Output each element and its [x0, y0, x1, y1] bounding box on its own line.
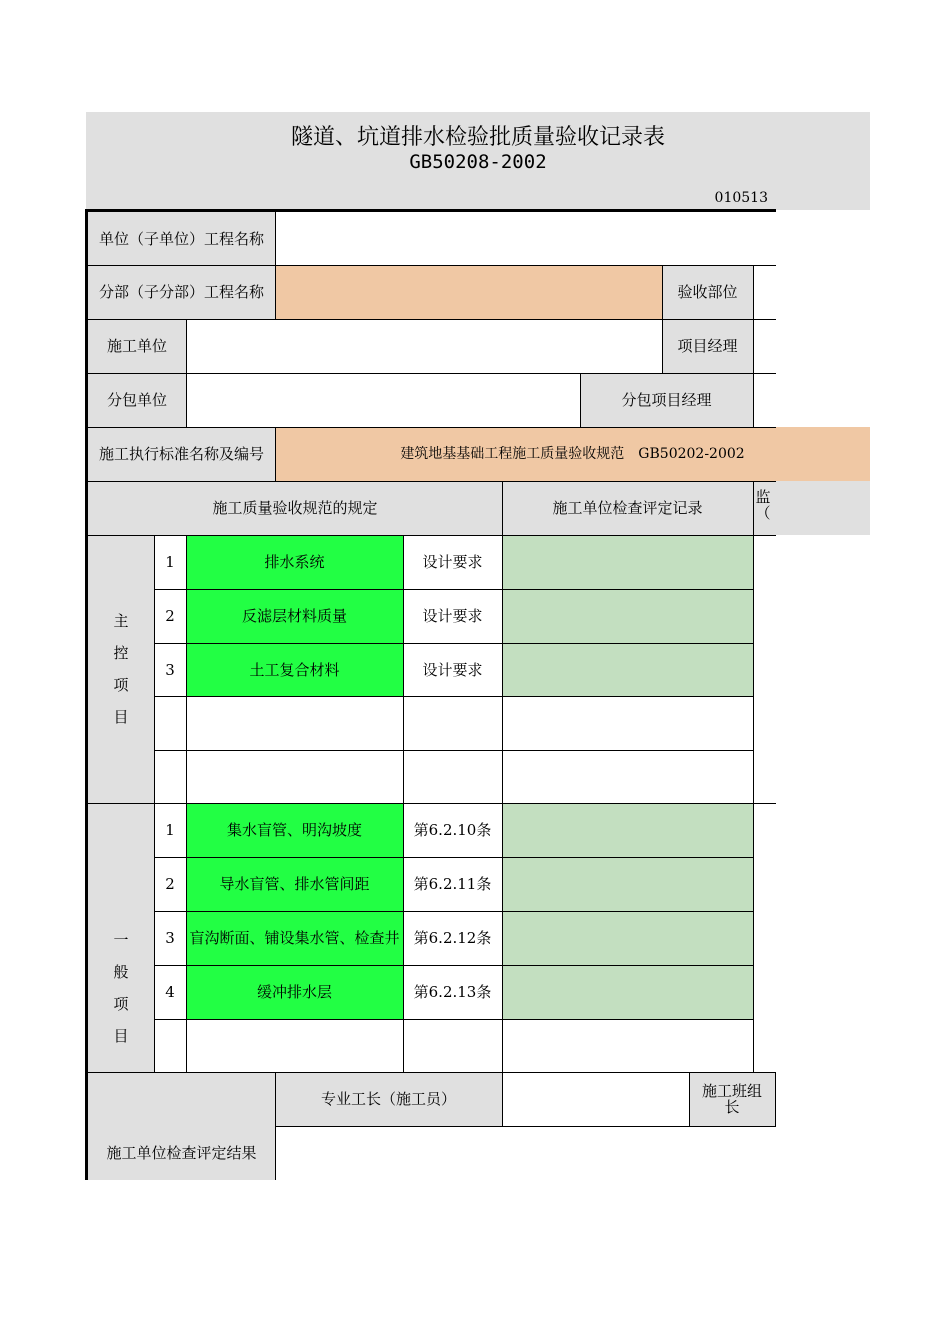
main-control-char: 主 — [113, 612, 129, 630]
subcontractor-label: 分包单位 — [88, 373, 186, 427]
contractor-label: 施工单位 — [88, 319, 186, 373]
main-control-char: 控 — [113, 644, 129, 662]
general-item-record[interactable] — [502, 1019, 753, 1072]
general-item-name: 缓冲排水层 — [186, 965, 403, 1019]
sub-manager-label: 分包项目经理 — [580, 373, 753, 427]
general-item-record[interactable] — [502, 911, 753, 965]
general-char: 项 — [113, 995, 129, 1013]
main-control-char: 项 — [113, 676, 129, 694]
general-item-no: 1 — [154, 803, 186, 857]
general-item-record[interactable] — [502, 965, 753, 1019]
main-item-record[interactable] — [502, 643, 753, 696]
general-item-record[interactable] — [502, 857, 753, 911]
main-item-no — [154, 750, 186, 803]
general-item-name[interactable] — [186, 1019, 403, 1072]
exec-standard-value[interactable]: 建筑地基基础工程施工质量验收规范 GB50202-2002 — [275, 427, 870, 481]
main-item-name[interactable] — [186, 696, 403, 750]
page-title: 隧道、坑道排水检验批质量验收记录表 — [290, 125, 665, 150]
sub-manager-field[interactable] — [753, 373, 870, 427]
main-item-req: 设计要求 — [403, 643, 502, 696]
main-control-label — [88, 535, 154, 803]
sub-project-label: 分部（子分部）工程名称 — [88, 265, 275, 319]
main-item-no: 3 — [154, 643, 186, 696]
sub-project-field[interactable] — [275, 265, 662, 319]
general-char: 般 — [113, 963, 129, 981]
general-char: 一 — [113, 931, 129, 949]
main-item-req: 设计要求 — [403, 589, 502, 643]
unit-project-field[interactable] — [275, 212, 870, 265]
general-item-req: 第6.2.10条 — [403, 803, 502, 857]
standard-code: GB50208-2002 — [409, 151, 547, 173]
main-item-req: 设计要求 — [403, 535, 502, 589]
contractor-field[interactable] — [186, 319, 662, 373]
general-item-no: 2 — [154, 857, 186, 911]
record-column-header: 施工单位检查评定记录 — [502, 481, 753, 535]
main-item-name[interactable] — [186, 750, 403, 803]
form-number: 010513 — [714, 190, 768, 206]
general-item-req[interactable] — [403, 1019, 502, 1072]
main-item-record[interactable] — [502, 589, 753, 643]
general-item-name: 盲沟断面、铺设集水管、检查井 — [186, 911, 403, 965]
main-item-req[interactable] — [403, 750, 502, 803]
general-item-no: 4 — [154, 965, 186, 1019]
main-item-record[interactable] — [502, 696, 753, 750]
general-item-req: 第6.2.12条 — [403, 911, 502, 965]
unit-project-label: 单位（子单位）工程名称 — [88, 212, 275, 265]
supervisor-column-label: 监 （ — [755, 488, 771, 522]
project-manager-label: 项目经理 — [662, 319, 753, 373]
main-item-name: 土工复合材料 — [186, 643, 403, 696]
general-item-no: 3 — [154, 911, 186, 965]
main-item-name: 反滤层材料质量 — [186, 589, 403, 643]
project-manager-field[interactable] — [753, 319, 870, 373]
main-item-record[interactable] — [502, 535, 753, 589]
general-item-req: 第6.2.13条 — [403, 965, 502, 1019]
result-label: 施工单位检查评定结果 — [106, 1144, 257, 1162]
general-item-record[interactable] — [502, 803, 753, 857]
supervisor-column-header — [753, 481, 870, 535]
subcontractor-field[interactable] — [186, 373, 580, 427]
main-control-char: 目 — [113, 708, 129, 726]
acceptance-part-field[interactable] — [753, 265, 870, 319]
main-item-req[interactable] — [403, 696, 502, 750]
exec-standard-label: 施工执行标准名称及编号 — [88, 427, 275, 481]
foreman-field[interactable] — [502, 1072, 689, 1126]
general-item-name: 集水盲管、明沟坡度 — [186, 803, 403, 857]
general-char: 目 — [113, 1027, 129, 1045]
main-item-name: 排水系统 — [186, 535, 403, 589]
main-item-no — [154, 696, 186, 750]
general-item-no — [154, 1019, 186, 1072]
main-item-record[interactable] — [502, 750, 753, 803]
general-item-req: 第6.2.11条 — [403, 857, 502, 911]
acceptance-part-label: 验收部位 — [662, 265, 753, 319]
general-item-name: 导水盲管、排水管间距 — [186, 857, 403, 911]
main-item-no: 2 — [154, 589, 186, 643]
main-item-no: 1 — [154, 535, 186, 589]
foreman-label: 专业工长（施工员） — [275, 1072, 502, 1126]
team-leader-label: 施工班组长 — [689, 1072, 775, 1126]
spec-column-header: 施工质量验收规范的规定 — [88, 481, 502, 535]
